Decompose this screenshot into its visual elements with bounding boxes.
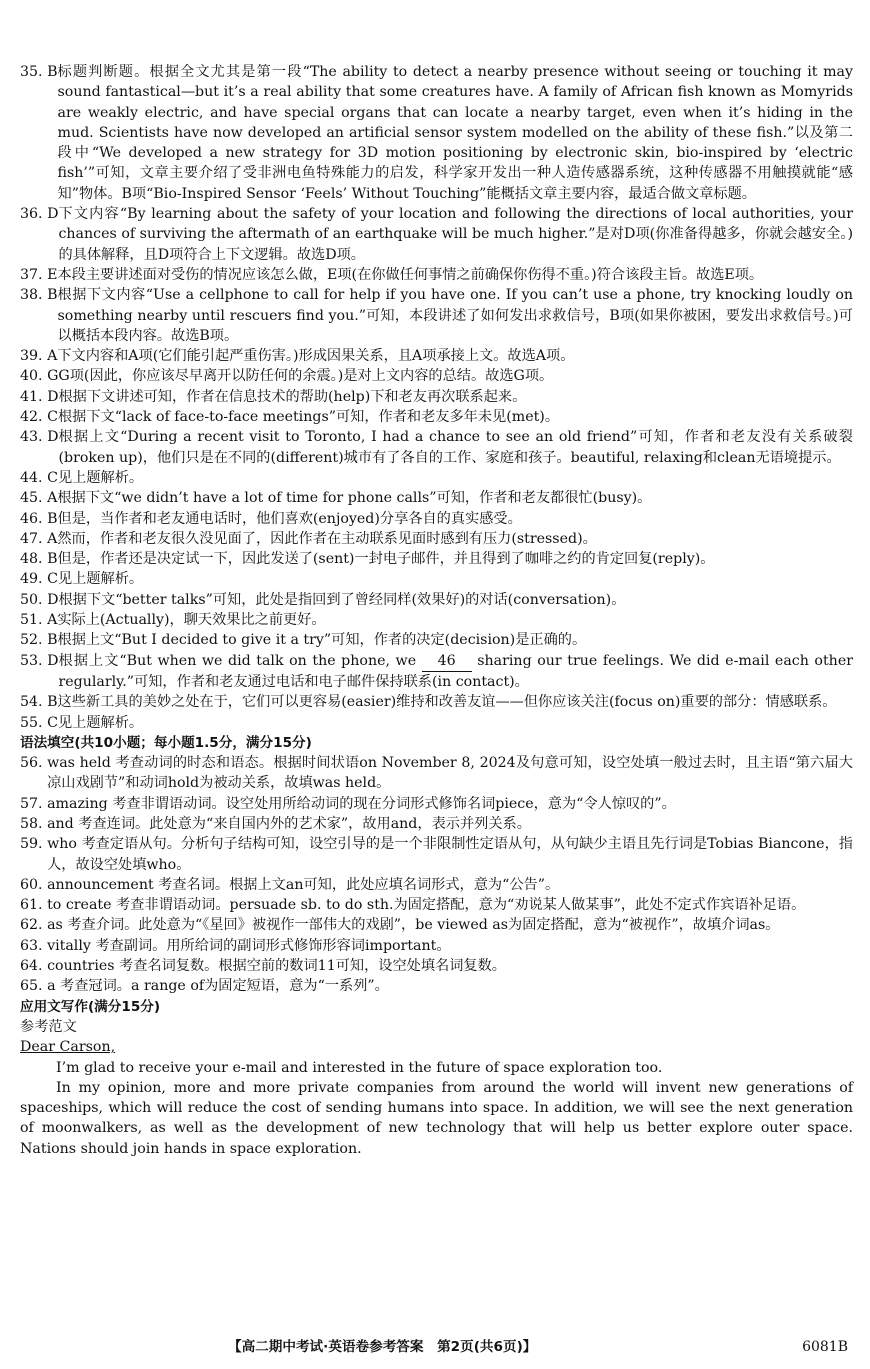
item-number: 47. A — [20, 530, 58, 547]
item-text: 根据上文“During a recent visit to Toronto, I had a chance to see an old friend”可知，作者和老友没有关系破裂(broken up)，他们只是在不同的(different)城市有了各自的工作、家庭和孩子。beautiful, relaxing和clean无语境提示。 — [58, 429, 853, 466]
grammar-item — [20, 814, 853, 834]
answer-item — [20, 366, 853, 386]
item-text: to create 考查非谓语动词。persuade sb. to do sth.为固定搭配，意为“劝说某人做某事”，此处不定式作宾语补足语。 — [47, 897, 806, 914]
grammar-item — [20, 895, 853, 915]
answer-53 — [20, 651, 853, 693]
item-number: 59. — [20, 836, 48, 853]
item-number: 40. G — [20, 368, 59, 385]
item-text: G项(因此，你应该尽早离开以防任何的余震。)是对上文内容的总结。故选G项。 — [58, 368, 554, 385]
item-text: who 考查定语从句。分析句子结构可知，设空引导的是一个非限制性定语从句，从句缺少主语且先行词是Tobias Biancone，指人，故设空处填who。 — [47, 836, 853, 873]
item-text: 下文内容“By learning about the safety of your location and following the directions of local authorities, your chances of surviving the aftermath of an earthquake will be much higher.”是对D项(你准备得越多，你就会越安全。)的具体解释，且D项符合上下文逻辑。故选D项。 — [58, 206, 853, 263]
answer-item — [20, 529, 853, 549]
section-writing-heading: 应用文写作(满分15分) — [20, 998, 161, 1015]
item-text: amazing 考查非谓语动词。设空处用所给动词的现在分词形式修饰名词piece，意为“令人惊叹的”。 — [47, 795, 676, 812]
item-number: 58. — [20, 815, 48, 832]
salutation: Dear Carson, — [20, 1039, 116, 1056]
item-number: 50. D — [20, 591, 59, 608]
item-number: 35. B — [20, 64, 58, 80]
item-text: 本段主要讲述面对受伤的情况应该怎么做，E项(在你做任何事情之前确保你伤得不重。)符合该段主旨。故选E项。 — [57, 266, 764, 283]
answer-item — [20, 346, 853, 366]
item-text: and 考查连词。此处意为“来自国内外的艺术家”，故用and，表示并列关系。 — [47, 815, 531, 832]
item-text: 根据下文“better talks”可知，此处是指回到了曾经同样(效果好)的对话(conversation)。 — [58, 591, 626, 608]
item-number: 63. — [20, 937, 48, 954]
essay-paragraph-1: I’m glad to receive your e-mail and interested in the future of space exploration too. — [56, 1059, 663, 1076]
item-number: 56. — [20, 755, 48, 772]
item-number: 55. C — [20, 714, 58, 731]
item-text: 但是，当作者和老友通电话时，他们喜欢(enjoyed)分享各自的真实感受。 — [57, 510, 522, 527]
item-number: 36. D — [20, 206, 59, 223]
answer-item — [20, 488, 853, 508]
item-text: 这些新工具的美妙之处在于，它们可以更容易(easier)维持和改善友谊——但你应该关注(focus on)重要的部分：情感联系。 — [57, 694, 837, 711]
item-number: 64. — [20, 958, 48, 975]
item-text: countries 考查名词复数。根据空前的数词11可知，设空处填名词复数。 — [47, 958, 506, 975]
item-text: 根据下文“we didn’t have a lot of time for phone calls”可知，作者和老友都很忙(busy)。 — [57, 490, 652, 507]
item-text: 根据上文“But I decided to give it a try”可知，作者的决定(decision)是正确的。 — [57, 632, 587, 649]
item-number: 57. — [20, 795, 48, 812]
item-number: 38. B — [20, 287, 58, 304]
item-number: 44. C — [20, 469, 58, 486]
grammar-item — [20, 794, 853, 814]
item-text: 见上题解析。 — [57, 714, 144, 731]
answer-item — [20, 630, 853, 650]
item-text: was held 考查动词的时态和语态。根据时间状语on November 8, 2024及句意可知，设空处填一般过去时，且主语“第六届大凉山戏剧节”和动词hold为被动关系，故填was held。 — [47, 755, 853, 792]
grammar-item — [20, 915, 853, 935]
item-text: 见上题解析。 — [57, 469, 144, 486]
item-text: 见上题解析。 — [57, 571, 144, 588]
answer-item — [20, 62, 853, 204]
answer-item — [20, 610, 853, 630]
item-text: vitally 考查副词。用所给词的副词形式修饰形容词important。 — [47, 937, 451, 954]
item-number: 49. C — [20, 571, 58, 588]
item-number: 51. A — [20, 612, 58, 629]
item-text: a 考查冠词。a range of为固定短语，意为“一系列”。 — [47, 978, 389, 995]
item-text: 然而，作者和老友很久没见面了，因此作者在主动联系见面时感到有压力(stressed)。 — [57, 530, 597, 547]
grammar-list — [20, 753, 853, 997]
answer-item — [20, 549, 853, 569]
answer-item — [20, 265, 853, 285]
item-number: 43. D — [20, 429, 59, 446]
answer-item — [20, 204, 853, 265]
item-text: 下文内容和A项(它们能引起严重伤害。)形成因果关系，且A项承接上文。故选A项。 — [57, 348, 575, 365]
sample-label: 参考范文 — [20, 1018, 77, 1035]
answer-number: 53. D — [20, 652, 59, 669]
blank-46: 46 — [422, 651, 472, 672]
item-number: 46. B — [20, 510, 58, 527]
answer-item — [20, 590, 853, 610]
item-number: 39. A — [20, 348, 58, 365]
item-number: 37. E — [20, 266, 58, 283]
item-text: 根据下文“lack of face-to-face meetings”可知，作者和老友多年未见(met)。 — [57, 409, 560, 426]
answer-item — [20, 468, 853, 488]
item-number: 41. D — [20, 388, 59, 405]
item-number: 61. — [20, 897, 48, 914]
item-text: 根据下文内容“Use a cellphone to call for help if you have one. If you can’t use a phone, try knocking loudly on something nearby until rescuers find you.”可知，本段讲述了如何发出求救信号，B项(如果你被困，要发出求救信号。)可以概括本段内容。故选B项。 — [57, 287, 853, 344]
answer-item — [20, 407, 853, 427]
item-text: 标题判断题。根据全文尤其是第一段“The ability to detect a nearby presence without seeing or touching it may sound fantastical—but it’s a real ability that some creatures have. A family of African fish known as Momyrids are weakly electric, and have special organs that can locate a nearby target, even when it’s hiding in the mud. Scientists have now developed an artificial sensor system modelled on the ability of these fish.”以及第二段中“We developed a new strategy for 3D motion positioning by electronic skin, bio-inspired by ‘electric fish’”可知，文章主要介绍了受非洲电鱼特殊能力的启发，科学家开发出一种人造传感器系统，这种传感器不用触摸就能“感知”物体。B项“Bio-Inspired Sensor ‘Feels’ Without Touching”能概括文章主要内容，最适合做文章标题。 — [57, 64, 853, 202]
footer-title: 【高二期中考试·英语卷参考答案 第2页(共6页)】 — [228, 1339, 537, 1355]
answer-item — [20, 509, 853, 529]
grammar-item — [20, 875, 853, 895]
footer-code: 6081B — [802, 1339, 848, 1355]
grammar-item — [20, 753, 853, 794]
item-number: 48. B — [20, 551, 58, 568]
grammar-item — [20, 976, 853, 996]
answer-item — [20, 427, 853, 468]
section-grammar-heading: 语法填空(共10小题；每小题1.5分，满分15分) — [20, 734, 312, 751]
answer-text: 根据上文“But when we did talk on the phone, we 46 sharing our true feelings. We did e-mail each other regularly.”可知，作者和老友通过电话和电子邮件保持联系(in contact)。 — [58, 652, 853, 690]
item-text: 实际上(Actually)，聊天效果比之前更好。 — [57, 612, 326, 629]
item-number: 62. — [20, 917, 48, 934]
answers-list-a — [20, 62, 853, 651]
item-number: 45. A — [20, 490, 58, 507]
answers-list-b — [20, 692, 853, 733]
grammar-item — [20, 936, 853, 956]
item-text: as 考查介词。此处意为“《星回》被视作一部伟大的戏剧”，be viewed as为固定搭配，意为“被视作”，故填介词as。 — [47, 917, 780, 934]
item-number: 65. — [20, 978, 48, 995]
item-number: 52. B — [20, 632, 58, 649]
essay-paragraph-2: In my opinion, more and more private companies from around the world will invent new generations of spaceships, which will reduce the cost of sending humans into space. In addition, we will see the next generation of moonwalkers, as well as the development of new technology that will help us better explore outer space. Nations should join hands in space exploration. — [20, 1079, 853, 1157]
answer-item — [20, 713, 853, 733]
answer-item — [20, 285, 853, 346]
answer-item — [20, 569, 853, 589]
answer-item — [20, 387, 853, 407]
item-number: 60. — [20, 876, 48, 893]
answer-item — [20, 692, 853, 712]
item-text: announcement 考查名词。根据上文an可知，此处应填名词形式，意为“公告”。 — [47, 876, 560, 893]
item-text: 根据下文讲述可知，作者在信息技术的帮助(help)下和老友再次联系起来。 — [58, 388, 527, 405]
item-text: 但是，作者还是决定试一下，因此发送了(sent)一封电子邮件，并且得到了咖啡之约的肯定回复(reply)。 — [57, 551, 715, 568]
item-number: 42. C — [20, 409, 58, 426]
grammar-item — [20, 956, 853, 976]
grammar-item — [20, 834, 853, 875]
item-number: 54. B — [20, 694, 58, 711]
